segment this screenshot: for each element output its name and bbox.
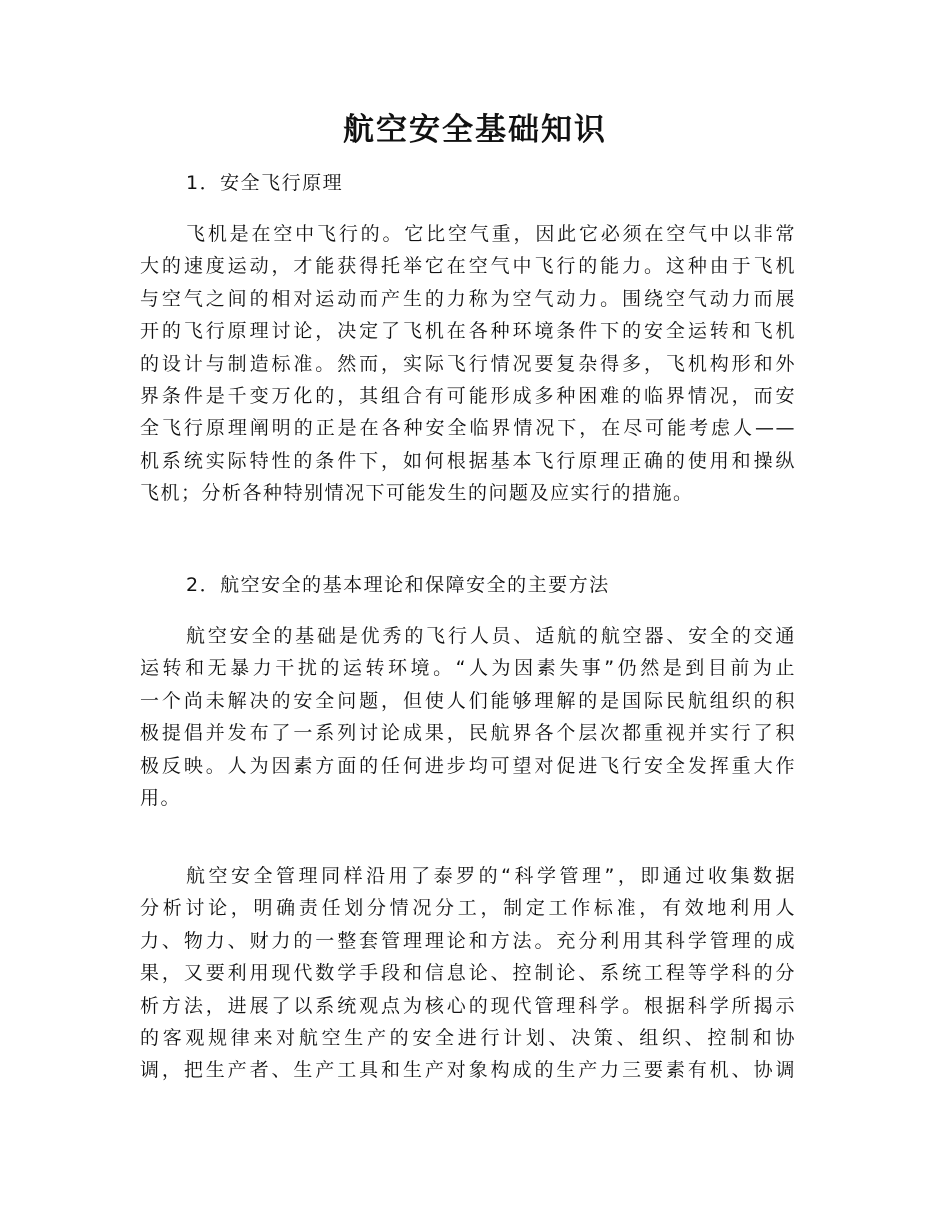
section-2-paragraph-2	[140, 860, 796, 1087]
section-heading-1: 1．安全飞行原理	[186, 172, 344, 194]
paragraph-line: 飞机是在空中飞行的。它比空气重，因此它必须在空气中以非常	[186, 223, 796, 245]
paragraph-line: 大的速度运动，才能获得托举它在空气中飞行的能力。这种由于飞机	[140, 255, 796, 278]
section-1-paragraph	[140, 218, 796, 510]
document-title: 航空安全基础知识	[343, 112, 607, 148]
paragraph-line: 极反映。人为因素方面的任何进步均可望对促进飞行安全发挥重大作	[140, 754, 796, 777]
paragraph-line: 与空气之间的相对运动而产生的力称为空气动力。围绕空气动力而展	[140, 287, 796, 310]
paragraph-line: 开的飞行原理讨论，决定了飞机在各种环境条件下的安全运转和飞机	[140, 320, 796, 343]
paragraph-line: 力、物力、财力的一整套管理理论和方法。充分利用其科学管理的成	[140, 929, 796, 952]
paragraph-line: 分析讨论，明确责任划分情况分工，制定工作标准，有效地利用人	[140, 897, 796, 920]
paragraph-line: 一个尚未解决的安全问题，但使人们能够理解的是国际民航组织的积	[140, 689, 796, 712]
paragraph-line: 全飞行原理阐明的正是在各种安全临界情况下，在尽可能考虑人——	[140, 417, 796, 440]
paragraph-line: 航空安全的基础是优秀的飞行人员、适航的航空器、安全的交通	[186, 625, 796, 647]
paragraph-line: 机系统实际特性的条件下，如何根据基本飞行原理正确的使用和操纵	[140, 449, 796, 472]
paragraph-line: 果，又要利用现代数学手段和信息论、控制论、系统工程等学科的分	[140, 962, 796, 985]
paragraph-line: 航空安全管理同样沿用了泰罗的“科学管理”，即通过收集数据	[186, 865, 796, 887]
paragraph-line: 用。	[140, 787, 182, 810]
paragraph-line: 的设计与制造标准。然而，实际飞行情况要复杂得多，飞机构形和外	[140, 352, 796, 375]
section-heading-2: 2．航空安全的基本理论和保障安全的主要方法	[186, 574, 610, 596]
paragraph-line: 飞机；分析各种特别情况下可能发生的问题及应实行的措施。	[140, 482, 694, 505]
paragraph-line: 界条件是千变万化的，其组合有可能形成多种困难的临界情况，而安	[140, 385, 796, 408]
paragraph-line: 极提倡并发布了一系列讨论成果，民航界各个层次都重视并实行了积	[140, 722, 796, 745]
paragraph-line: 析方法，进展了以系统观点为核心的现代管理科学。根据科学所揭示	[140, 994, 796, 1017]
paragraph-line: 调，把生产者、生产工具和生产对象构成的生产力三要素有机、协调	[140, 1059, 796, 1082]
paragraph-line: 的客观规律来对航空生产的安全进行计划、决策、组织、控制和协	[140, 1027, 796, 1050]
paragraph-line: 运转和无暴力干扰的运转环境。“人为因素失事”仍然是到目前为止	[140, 657, 796, 680]
section-2-paragraph-1	[140, 620, 796, 814]
